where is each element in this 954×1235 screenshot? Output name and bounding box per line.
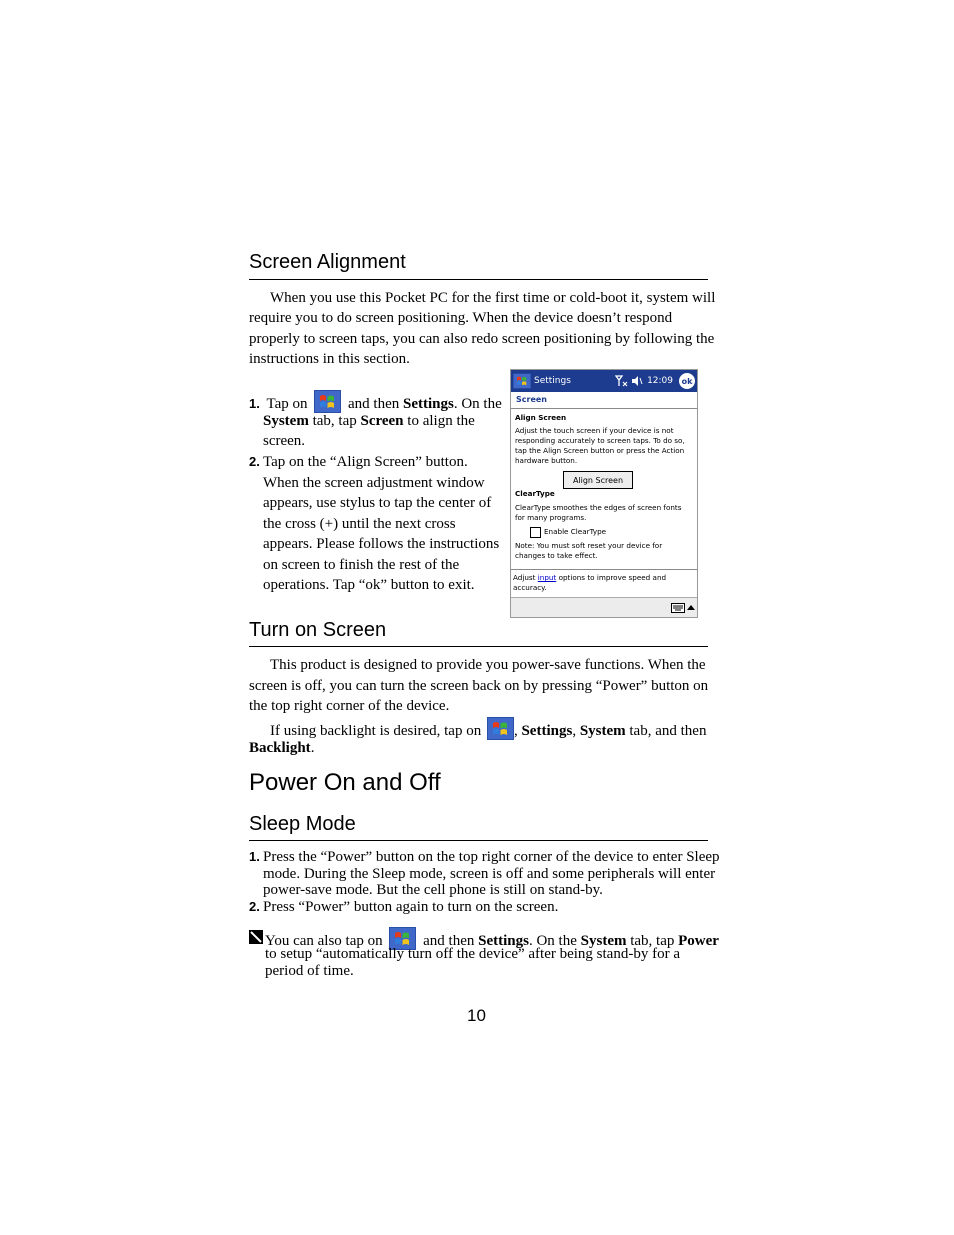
step-2-line-5: appears. Please follows the instructions bbox=[263, 536, 500, 552]
backlight-label: Backlight bbox=[249, 740, 311, 756]
align-screen-button[interactable]: Align Screen bbox=[563, 471, 633, 489]
turn-on-para-1-line-3: the top right corner of the device. bbox=[249, 698, 450, 714]
text: , bbox=[513, 723, 518, 739]
text: and then bbox=[423, 933, 475, 949]
text: . On the bbox=[453, 396, 502, 412]
system-label: System bbox=[263, 413, 309, 429]
text: Tap on the “Align Screen” button. bbox=[263, 454, 468, 470]
text: ClearType smoothes the edges of screen fonts bbox=[515, 503, 682, 512]
step-number: 2. bbox=[249, 899, 260, 914]
antenna-icon bbox=[615, 375, 629, 387]
heading-power-on-off: Power On and Off bbox=[249, 769, 441, 796]
cleartype-description bbox=[515, 503, 681, 523]
tab-screen[interactable]: Screen bbox=[516, 395, 547, 404]
text: for many programs. bbox=[515, 513, 587, 522]
intro-line-4: instructions in this section. bbox=[249, 351, 410, 367]
step-2-line-3: appears, use stylus to tap the center of bbox=[263, 495, 492, 511]
section-rule bbox=[249, 646, 708, 647]
step-1-line-2 bbox=[263, 411, 475, 432]
turn-on-para-1-line-2: screen is off, you can turn the screen back on by pressing “Power” button on bbox=[249, 678, 709, 694]
arrow-up-icon[interactable] bbox=[687, 604, 695, 612]
windows-start-icon[interactable] bbox=[513, 373, 531, 389]
step-2-line-2: When the screen adjustment window bbox=[263, 475, 485, 491]
text: options to improve speed and bbox=[558, 573, 667, 582]
enable-cleartype-checkbox[interactable] bbox=[530, 527, 541, 538]
cleartype-heading: ClearType bbox=[515, 489, 555, 498]
heading-screen-alignment: Screen Alignment bbox=[249, 251, 406, 273]
text: Note: You must soft reset your device for bbox=[515, 541, 663, 550]
input-link[interactable]: input bbox=[537, 573, 557, 582]
sleep-step-1-line-3: power-save mode. But the cell phone is still on stand-by. bbox=[263, 882, 603, 898]
turn-on-para-1-line-1: This product is designed to provide you power-save functions. When the bbox=[270, 657, 706, 673]
keyboard-icon[interactable] bbox=[671, 603, 685, 613]
intro-line-3: properly to screen taps, you can also redo screen positioning by following the bbox=[249, 331, 715, 347]
text: Adjust bbox=[513, 573, 536, 582]
settings-label: Settings bbox=[521, 723, 573, 739]
text: . bbox=[310, 740, 315, 756]
divider bbox=[511, 569, 697, 570]
power-label: Power bbox=[678, 933, 719, 949]
settings-label: Settings bbox=[478, 933, 529, 949]
intro-line-2: require you to do screen positioning. When the device doesn’t respond bbox=[249, 310, 673, 326]
text: Tap on bbox=[266, 396, 308, 412]
align-screen-heading: Align Screen bbox=[515, 413, 567, 422]
reset-note bbox=[515, 541, 662, 561]
text: to align the bbox=[407, 413, 475, 429]
step-1-line-3: screen. bbox=[263, 433, 306, 449]
align-screen-description bbox=[515, 426, 685, 466]
command-bar bbox=[511, 597, 697, 618]
text: Press “Power” button again to turn on the screen. bbox=[263, 899, 559, 915]
enable-cleartype-label: Enable ClearType bbox=[544, 527, 607, 536]
text: responding accurately to screen taps. To do so, bbox=[515, 436, 685, 445]
screen-label: Screen bbox=[360, 413, 404, 429]
text: , bbox=[572, 723, 577, 739]
text: hardware button. bbox=[515, 456, 578, 465]
text: tab, and then bbox=[629, 723, 707, 739]
system-label: System bbox=[579, 723, 626, 739]
step-2-line-1 bbox=[249, 452, 468, 473]
text: tab, tap bbox=[312, 413, 357, 429]
turn-on-para-2-line-1 bbox=[270, 717, 706, 742]
pocketpc-screenshot bbox=[510, 369, 698, 618]
text: and then bbox=[348, 396, 400, 412]
window-title: Settings bbox=[534, 376, 571, 386]
step-number: 2. bbox=[249, 454, 260, 469]
sleep-step-2 bbox=[249, 899, 558, 916]
section-rule bbox=[249, 840, 708, 841]
heading-sleep-mode: Sleep Mode bbox=[249, 813, 356, 835]
title-bar bbox=[511, 370, 697, 392]
system-label: System bbox=[580, 933, 627, 949]
step-number: 1. bbox=[249, 396, 260, 411]
text: Adjust the touch screen if your device is not bbox=[515, 426, 674, 435]
text: tap the Align Screen button or press the Action bbox=[515, 446, 685, 455]
sleep-step-1-line-1 bbox=[249, 849, 720, 866]
text: Press the “Power” button on the top right corner of the device to enter Sleep bbox=[263, 849, 720, 865]
section-rule bbox=[249, 279, 708, 280]
turn-on-para-2-line-2 bbox=[249, 738, 314, 759]
text: tab, tap bbox=[630, 933, 675, 949]
clock[interactable]: 12:09 bbox=[647, 376, 673, 386]
heading-turn-on-screen: Turn on Screen bbox=[249, 619, 387, 641]
sleep-step-1-line-2: mode. During the Sleep mode, screen is off and some peripherals will enter bbox=[263, 866, 716, 882]
settings-label: Settings bbox=[403, 396, 454, 412]
text: changes to take effect. bbox=[515, 551, 598, 560]
step-2-line-4: the cross (+) until the next cross bbox=[263, 516, 456, 532]
ok-button[interactable]: ok bbox=[679, 373, 695, 389]
step-2-line-6: on screen to finish the rest of the bbox=[263, 557, 460, 573]
step-number: 1. bbox=[249, 849, 260, 864]
text: You can also tap on bbox=[265, 933, 383, 949]
intro-line-1: When you use this Pocket PC for the first time or cold-boot it, system will bbox=[270, 290, 716, 306]
text: . On the bbox=[528, 933, 577, 949]
note-pen-icon bbox=[249, 930, 263, 944]
step-2-line-7: operations. Tap “ok” button to exit. bbox=[263, 577, 475, 593]
note-line-3: period of time. bbox=[265, 963, 354, 979]
windows-start-icon bbox=[487, 717, 514, 740]
adjust-input-text bbox=[513, 573, 666, 593]
speaker-icon[interactable] bbox=[631, 375, 643, 387]
text: If using backlight is desired, tap on bbox=[270, 723, 482, 739]
page-number: 10 bbox=[467, 1006, 486, 1025]
note-line-2: to setup “automatically turn off the device” after being stand-by for a bbox=[265, 946, 680, 962]
text: accuracy. bbox=[513, 583, 547, 592]
windows-start-icon bbox=[314, 390, 341, 413]
divider bbox=[511, 408, 697, 409]
